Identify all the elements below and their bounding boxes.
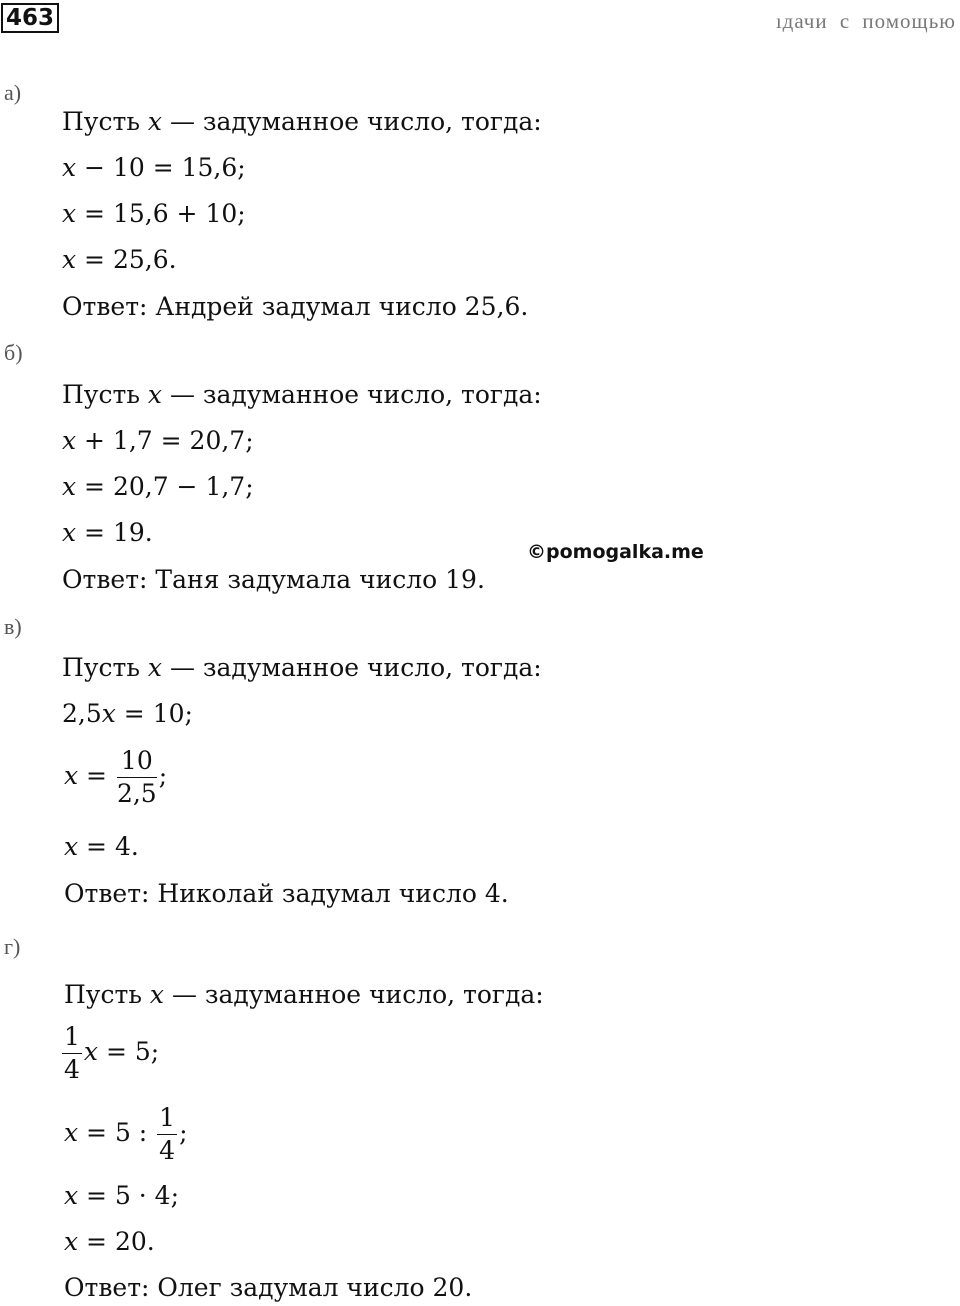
part-label-g: г) (4, 934, 21, 959)
part-a-intro: Пусть 𝑥 — задуманное число, тогда: (62, 107, 542, 136)
part-g-eq1-tail: 𝑥 = 5; (83, 1037, 160, 1066)
part-b-intro: Пусть 𝑥 — задуманное число, тогда: (62, 380, 542, 409)
part-b-equation-2: 𝑥 = 20,7 − 1,7; (62, 472, 254, 501)
part-a-equation-3: 𝑥 = 25,6. (62, 245, 177, 274)
part-g-eq1-fraction (62, 1021, 82, 1086)
part-v-fraction (117, 745, 157, 810)
part-a-answer: Ответ: Андрей задумал число 25,6. (62, 292, 529, 321)
part-g-eq2-tail: ; (179, 1118, 188, 1147)
part-g-equation-3: 𝑥 = 5 · 4; (64, 1181, 180, 1210)
problem-number-box: 463 (1, 3, 59, 33)
part-v-equation-3: 𝑥 = 4. (64, 832, 139, 861)
part-v-eq2-lhs: 𝑥 = (64, 761, 107, 790)
part-v-equation-2 (64, 745, 167, 810)
part-label-v: в) (4, 614, 22, 639)
part-b-answer: Ответ: Таня задумала число 19. (62, 565, 485, 594)
part-g-equation-4: 𝑥 = 20. (64, 1227, 155, 1256)
part-v-fraction-denominator: 2,5 (116, 779, 157, 808)
part-v-fraction-numerator: 10 (117, 745, 157, 778)
part-label-a: а) (4, 80, 22, 105)
part-g-eq1-numerator: 1 (62, 1021, 82, 1054)
part-g-eq2-numerator: 1 (157, 1102, 177, 1135)
part-a-equation-1: 𝑥 − 10 = 15,6; (62, 153, 246, 182)
part-v-answer: Ответ: Николай задумал число 4. (64, 879, 509, 908)
part-v-intro: Пусть 𝑥 — задуманное число, тогда: (62, 653, 542, 682)
part-g-eq2-fraction (157, 1102, 177, 1167)
part-v-equation-1: 2,5𝑥 = 10; (62, 699, 193, 728)
part-v-eq2-tail: ; (158, 761, 168, 790)
part-b-equation-1: 𝑥 + 1,7 = 20,7; (62, 426, 254, 455)
watermark: ©pomogalka.me (527, 541, 704, 563)
part-g-answer: Ответ: Олег задумал число 20. (64, 1273, 473, 1302)
part-b-equation-3: 𝑥 = 19. (62, 518, 153, 547)
part-g-eq2-lhs: 𝑥 = 5 : (64, 1118, 148, 1147)
running-header-fragment: ıдачи с помощью (775, 9, 956, 33)
part-g-equation-2 (64, 1102, 188, 1167)
part-g-equation-1 (62, 1021, 159, 1086)
part-g-intro: Пусть 𝑥 — задуманное число, тогда: (64, 980, 544, 1009)
part-g-eq1-denominator: 4 (64, 1055, 80, 1084)
part-g-eq2-denominator: 4 (159, 1136, 176, 1165)
part-label-b: б) (4, 340, 23, 365)
part-a-equation-2: 𝑥 = 15,6 + 10; (62, 199, 246, 228)
